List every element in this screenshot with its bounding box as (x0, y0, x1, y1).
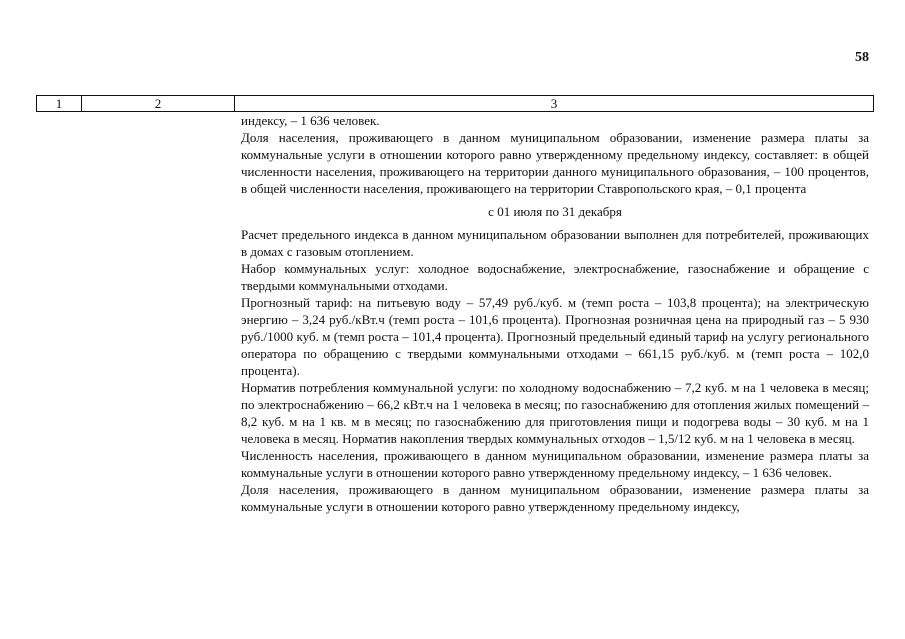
column-header-row (37, 96, 874, 112)
paragraph-population-share: Доля населения, проживающего в данном муниципальном образовании, изменение размера платы за коммунальные услуги в отношении которого равно утвержденному предельному индексу, составляет: в общей численности населения, проживающего на территории данного муниципального образования, – 100 процентов, в общей численности населения, проживающего на территории Ставропольского края, – 0,1 процента (241, 130, 869, 196)
column-header-table (36, 95, 874, 112)
paragraph-consumption-norm: Норматив потребления коммунальной услуги: по холодному водоснабжению – 7,2 куб. м на 1 человека в месяц; по электроснабжению – 66,2 кВт.ч на 1 человека в месяц; по газоснабжению для отопления жилых помещений – 8,2 куб. м на 1 кв. м в месяц; по газоснабжению для приготовления пищи и подогрева воды – 30 куб. м на 1 человека в месяц. Норматив накопления твердых коммунальных отходов – 1,5/12 куб. м на 1 человека в месяц. (241, 380, 869, 446)
column-header-1: 1 (37, 96, 82, 112)
paragraph-calculation-basis: Расчет предельного индекса в данном муниципальном образовании выполнен для потребителей, проживающих в домах с газовым отоплением. (241, 227, 869, 259)
paragraph-forecast-tariff: Прогнозный тариф: на питьевую воду – 57,49 руб./куб. м (темп роста – 103,8 процента); на электрическую энергию – 3,24 руб./кВт.ч (темп роста – 101,6 процента). Прогнозная розничная цена на природный газ – 5 930 руб./1000 куб. м (темп роста – 101,4 процента). Прогнозный предельный единый тариф на услугу регионального оператора по обращению с твердыми коммунальными отходами – 661,15 руб./куб. м (темп роста – 102,0 процента). (241, 295, 869, 378)
paragraph-services-set: Набор коммунальных услуг: холодное водоснабжение, электроснабжение, газоснабжение и обращение с твердыми коммунальными отходами. (241, 261, 869, 293)
column-header-2: 2 (82, 96, 235, 112)
period-heading: с 01 июля по 31 декабря (488, 204, 622, 219)
column-header-3: 3 (235, 96, 874, 112)
page-number: 58 (855, 50, 869, 65)
paragraph-population-count: Численность населения, проживающего в данном муниципальном образовании, изменение размера платы за коммунальные услуги в отношении которого равно утвержденному предельному индексу, – 1 636 человек. (241, 448, 869, 480)
paragraph-population-share-2: Доля населения, проживающего в данном муниципальном образовании, изменение размера платы за коммунальные услуги в отношении которого равно утвержденному предельному индексу, (241, 482, 869, 514)
paragraph-population-count-cont: индексу, – 1 636 человек. (241, 113, 380, 128)
document-body (241, 112, 869, 515)
